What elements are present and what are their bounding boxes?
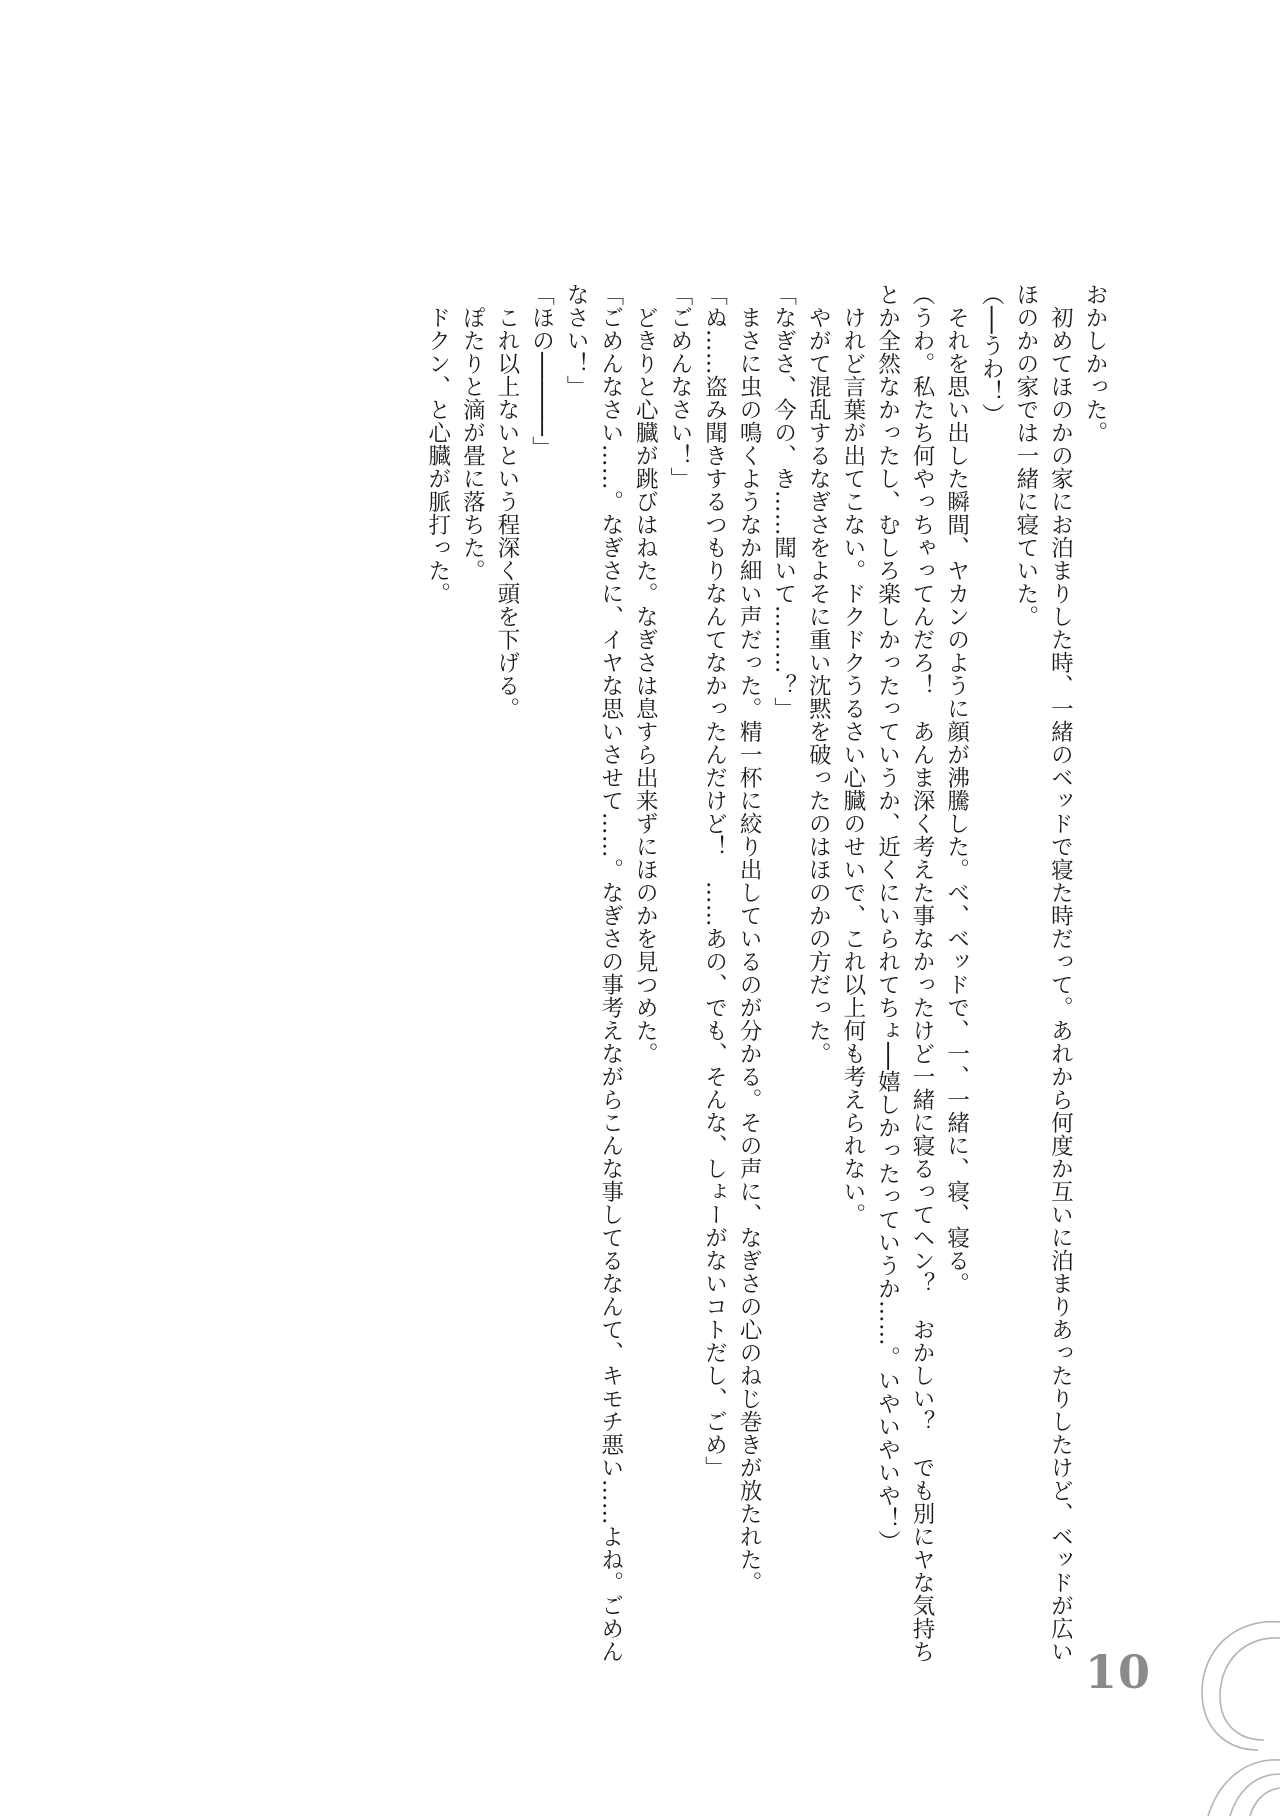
paragraph: 「ほの──────」 (528, 283, 555, 460)
paragraph: けれど言葉が出てこない。ドクドクうるさい心臓のせいで、これ以上何も考えられない。 (839, 283, 866, 1226)
page-number: 10 (1084, 1645, 1151, 1699)
paragraph: ドクン、と心臓が脈打った。 (424, 283, 451, 605)
paragraph: （うわ。私たち何やっちゃってんだろ！ あんま深く考えた事なかったけど一緒に寝るってヘン？ おかしい？ でも別にヤな気持ちとか全然なかったし、むしろ楽しかったっていうか、近くにいられてちょ──嬉しかったっていうか……。いやいやいや！） (874, 283, 936, 1663)
paragraph: どきりと心臓が跳びはねた。なぎさは息すら出来ずにほのかを見つめた。 (632, 283, 659, 1065)
paragraph: やがて混乱するなぎさをよそに重い沈黙を破ったのはほのかの方だった。 (805, 283, 832, 1065)
paragraph: まさに虫の鳴くようなか細い声だった。精一杯に絞り出しているのが分かる。その声に、なぎさの心のねじ巻きが放たれた。 (736, 283, 763, 1594)
paragraph: これ以上ないという程深く頭を下げる。 (493, 283, 520, 720)
paragraph: 「ぬ……盗み聞きするつもりなんてなかったんだけど！ ……あの、でも、そんな、しょーがないコトだし、ごめ」 (701, 283, 728, 1479)
paragraph: 「ごめんなさい……。なぎさに、イヤな思いさせて……。なぎさの事考えながらこんな事してるなんて、キモチ悪い……よね。ごめんなさい！」 (563, 283, 624, 1663)
paragraph: それを思い出した瞬間、ヤカンのように顔が沸騰した。べ、ベッドで、一、一緒に、寝、寝る。 (943, 283, 970, 1295)
paragraph: （──うわ！） (978, 283, 1005, 427)
paragraph: 初めてほのかの家にお泊まりした時、一緒のベッドで寝た時だって。あれから何度か互いに泊まりあったりしたけど、ベッドが広いほのかの家では一緒に寝ていた。 (1012, 283, 1074, 1663)
paragraph: 「なぎさ、今の、き……聞いて………？」 (770, 283, 797, 720)
paragraph: ぽたりと滴が畳に落ちた。 (459, 283, 486, 582)
vertical-body-text (152, 283, 1112, 1663)
paragraph: 「ごめんなさい！」 (666, 283, 693, 490)
paragraph: おかしかった。 (1082, 283, 1108, 444)
corner-ornament-swirl (1140, 1610, 1280, 1816)
